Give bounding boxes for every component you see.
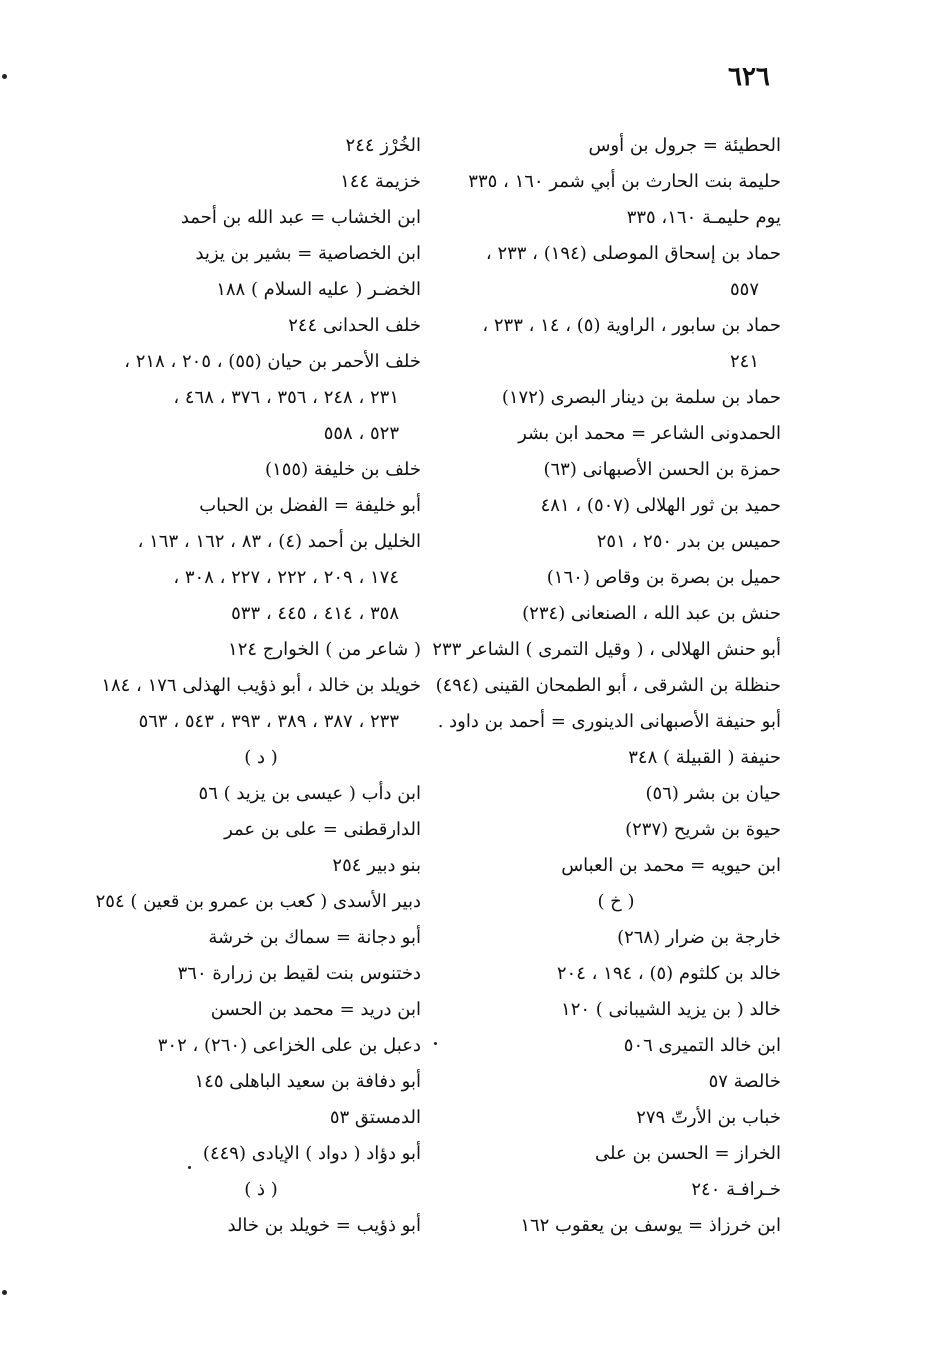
index-entry: خلف بن خليفة (١٥٥)	[265, 459, 421, 480]
index-entry: خلف الحدانى ٢٤٤	[288, 315, 421, 336]
index-entry: أبو دجانة = سماك بن خرشة	[208, 927, 421, 948]
index-entry: خزيمة ١٤٤	[340, 171, 421, 192]
index-entry: ٢٤١	[729, 351, 759, 372]
index-entry: حيوة بن شريح (٢٣٧)	[625, 819, 781, 840]
index-entry: الخضـر ( عليه السلام ) ١٨٨	[216, 279, 421, 300]
index-entry: ٥٢٣ ، ٥٥٨	[323, 423, 399, 444]
index-entry: ابن دريد = محمد بن الحسن	[210, 999, 421, 1020]
index-entry: الخراز = الحسن بن على	[595, 1143, 781, 1164]
index-entry: حماد بن إسحاق الموصلى (١٩٤) ، ٢٣٣ ،	[485, 243, 781, 264]
index-entry: دختنوس بنت لقيط بن زرارة ٣٦٠	[177, 963, 421, 984]
index-entry: أبو حنش الهلالى ، ( وقيل التمرى ) الشاعر ٢٣٣	[432, 639, 781, 660]
index-entry: حماد بن سابور ، الراوية (٥) ، ١٤ ، ٢٣٣ ،	[482, 315, 781, 336]
index-column-right	[432, 128, 781, 1244]
index-entry: الدارقطنى = على بن عمر	[224, 819, 421, 840]
index-entry: أبو دؤاد ( دواد ) الإيادى (٤٤٩)	[202, 1143, 421, 1164]
index-entry: ابن الخشاب = عبد الله بن أحمد	[180, 207, 421, 228]
index-entry: خالصة ٥٧	[708, 1071, 781, 1092]
margin-dot	[188, 1166, 191, 1169]
index-entry: بنو دبير ٢٥٤	[332, 855, 421, 876]
index-entry: خـرافـة ٢٤٠	[691, 1179, 781, 1200]
index-entry: حنش بن عبد الله ، الصنعانى (٢٣٤)	[522, 603, 781, 624]
index-entry: ٢٣٣ ، ٣٨٧ ، ٣٨٩ ، ٣٩٣ ، ٥٤٣ ، ٥٦٣	[138, 711, 399, 732]
index-entry: أبو خليفة = الفضل بن الحباب	[199, 495, 421, 516]
index-entry: حنيفة ( القبيلة ) ٣٤٨	[628, 747, 781, 768]
index-entry: خارجة بن ضرار (٢٦٨)	[617, 927, 781, 948]
index-entry: حمزة بن الحسن الأصبهانى (٦٣)	[543, 459, 781, 480]
index-entry: حميل بن بصرة بن وقاص (١٦٠)	[546, 567, 781, 588]
index-entry: يوم حليمـة ١٦٠، ٣٣٥	[626, 207, 781, 228]
index-entry: حميس بن بدر ٢٥٠ ، ٢٥١	[596, 531, 781, 552]
index-entry: ابن حيويه = محمد بن العباس	[561, 855, 781, 876]
index-entry: ١٧٤ ، ٢٠٩ ، ٢٢٢ ، ٢٢٧ ، ٣٠٨ ،	[173, 567, 399, 588]
index-entry: الحمدونى الشاعر = محمد ابن بشر	[518, 423, 781, 444]
index-entry: حميد بن ثور الهلالى (٥٠٧) ، ٤٨١	[540, 495, 781, 516]
index-entry: خباب بن الأرتّ ٢٧٩	[636, 1107, 781, 1128]
margin-dot	[2, 1290, 7, 1295]
index-entry: ابن خرزاذ = يوسف بن يعقوب ١٦٢	[520, 1215, 781, 1236]
index-entry: ٣٥٨ ، ٤١٤ ، ٤٤٥ ، ٥٣٣	[231, 603, 399, 624]
index-entry: خويلد بن خالد ، أبو ذؤيب الهذلى ١٧٦ ، ١٨٤	[101, 675, 421, 696]
index-entry: ابن دأب ( عيسى بن يزيد ) ٥٦	[198, 783, 421, 804]
index-entry: دبير الأسدى ( كعب بن عمرو بن قعين ) ٢٥٤	[95, 891, 421, 912]
index-entry: حليمة بنت الحارث بن أبي شمر ١٦٠ ، ٣٣٥	[468, 171, 781, 192]
margin-dot	[434, 1042, 437, 1045]
index-entry: ٥٥٧	[729, 279, 759, 300]
index-entry: الحطيئة = جرول بن أوس	[588, 135, 781, 156]
index-entry: خالد ( بن يزيد الشيبانى ) ١٢٠	[561, 999, 781, 1020]
index-entry: ( شاعر من ) الخوارج ١٢٤	[228, 639, 421, 660]
section-letter-heading: ( د )	[244, 747, 278, 768]
index-entry: خالد بن كلثوم (٥) ، ١٩٤ ، ٢٠٤	[556, 963, 781, 984]
index-entry: أبو ذؤيب = خويلد بن خالد	[227, 1215, 421, 1236]
index-entry: الخُرْز ٢٤٤	[345, 135, 421, 156]
index-entry: حماد بن سلمة بن دينار البصرى (١٧٢)	[501, 387, 781, 408]
index-entry: أبو دفافة بن سعيد الباهلى ١٤٥	[194, 1071, 421, 1092]
index-entry: ابن الخصاصية = بشير بن يزيد	[195, 243, 421, 264]
section-letter-heading: ( ذ )	[244, 1179, 278, 1200]
index-entry: حيان بن بشر (٥٦)	[645, 783, 781, 804]
index-entry: خلف الأحمر بن حيان (٥٥) ، ٢٠٥ ، ٢١٨ ،	[124, 351, 421, 372]
index-entry: حنظلة بن الشرقى ، أبو الطمحان القينى (٤٩٤)	[435, 675, 781, 696]
index-entry: ٢٣١ ، ٢٤٨ ، ٣٥٦ ، ٣٧٦ ، ٤٦٨ ،	[173, 387, 399, 408]
index-entry: الدمستق ٥٣	[329, 1107, 421, 1128]
index-entry: ابن خالد التميرى ٥٠٦	[623, 1035, 781, 1056]
index-entry: أبو حنيفة الأصبهانى الدينورى = أحمد بن داود .	[437, 711, 781, 732]
index-column-left	[95, 128, 421, 1244]
section-letter-heading: ( خ )	[597, 891, 635, 912]
index-entry: الخليل بن أحمد (٤) ، ٨٣ ، ١٦٢ ، ١٦٣ ،	[137, 531, 421, 552]
page-number: ٦٢٦	[728, 62, 770, 92]
index-entry: دعبل بن على الخزاعى (٢٦٠) ، ٣٠٢	[157, 1035, 421, 1056]
margin-dot	[2, 74, 7, 79]
